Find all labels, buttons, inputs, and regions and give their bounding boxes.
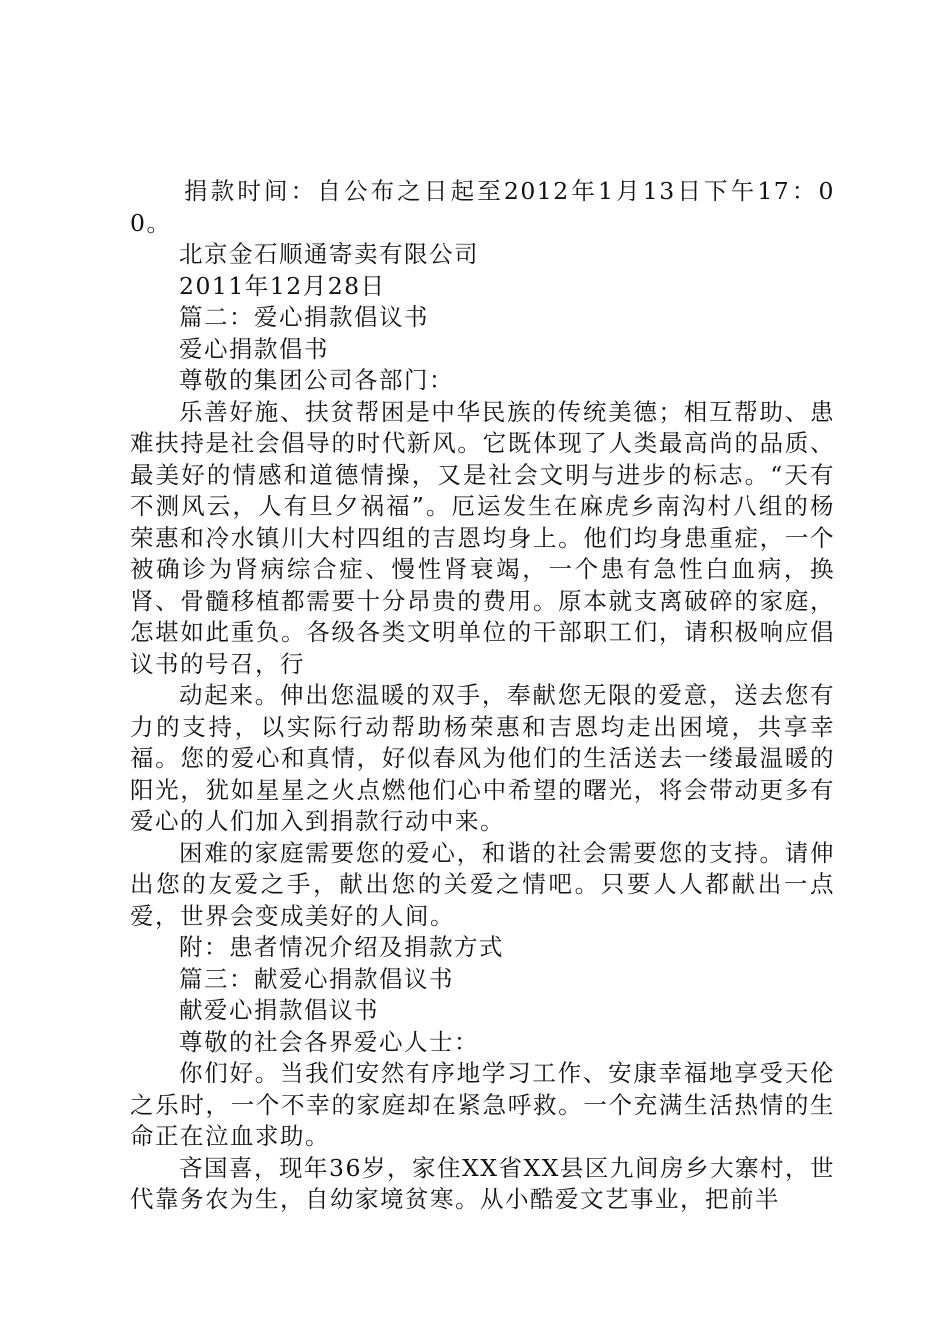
section-heading-part-three: 篇三：献爱心捐款倡议书 <box>179 964 454 993</box>
paragraph-attachment-note: 附：患者情况介绍及捐款方式 <box>179 933 504 961</box>
section-title-part-three: 献爱心捐款倡议书 <box>179 996 379 1024</box>
paragraph-date: 2011年12月28日 <box>179 271 386 300</box>
paragraph-body: 乐善好施、扶贫帮困是中华民族的传统美德；相互帮助、患难扶持是社会倡导的时代新风。它既体现了人类最高尚的品质、最美好的情感和道德情操，又是社会文明与进步的标志。“天有不测风云，人有旦夕祸福”。厄运发生在麻虎乡南沟村八组的杨荣惠和冷水镇川大村四组的吉恩均身上。他们均身患重症，一个被确诊为肾病综合症、慢性肾衰竭，一个患有急性白血病，换肾、骨髓移植都需要十分昂贵的费用。原本就支离破碎的家庭，怎堪如此重负。各级各类文明单位的干部职工们，请积极响应倡议书的号召，行 <box>130 397 835 678</box>
paragraph-body: 你们好。当我们安然有序地学习工作、安康幸福地享受天伦之乐时，一个不幸的家庭却在紧急呼救。一个充满生活热情的生命正在泣血求助。 <box>130 1059 835 1150</box>
section-title-part-two: 爱心捐款倡书 <box>179 334 329 363</box>
paragraph-body: 动起来。伸出您温暖的双手，奉献您无限的爱意，送去您有力的支持，以实际行动帮助杨荣惠和吉恩均走出困境，共享幸福。您的爱心和真情，好似春风为他们的生活送去一缕最温暖的阳光，犹如星星之火点燃他们心中希望的曙光，将会带动更多有爱心的人们加入到捐款行动中来。 <box>130 681 835 835</box>
paragraph-donation-time: 捐款时间：自公布之日起至2012年1月13日下午17：00。 <box>130 177 835 237</box>
section-heading-part-two: 篇二：爱心捐款倡议书 <box>179 303 429 331</box>
document-body <box>130 176 835 1216</box>
salutation-part-two: 尊敬的集团公司各部门： <box>179 366 454 394</box>
salutation-part-three: 尊敬的社会各界爱心人士： <box>179 1027 479 1056</box>
paragraph-company-name: 北京金石顺通寄卖有限公司 <box>179 240 479 268</box>
paragraph-body: 吝国喜，现年36岁，家住XX省XX县区九间房乡大寨村，世代靠务农为生，自幼家境贫寒。从小酷爱文艺事业，把前半 <box>130 1153 835 1213</box>
paragraph-body: 困难的家庭需要您的爱心，和谐的社会需要您的支持。请伸出您的友爱之手，献出您的关爱之情吧。只要人人都献出一点爱，世界会变成美好的人间。 <box>130 838 835 930</box>
